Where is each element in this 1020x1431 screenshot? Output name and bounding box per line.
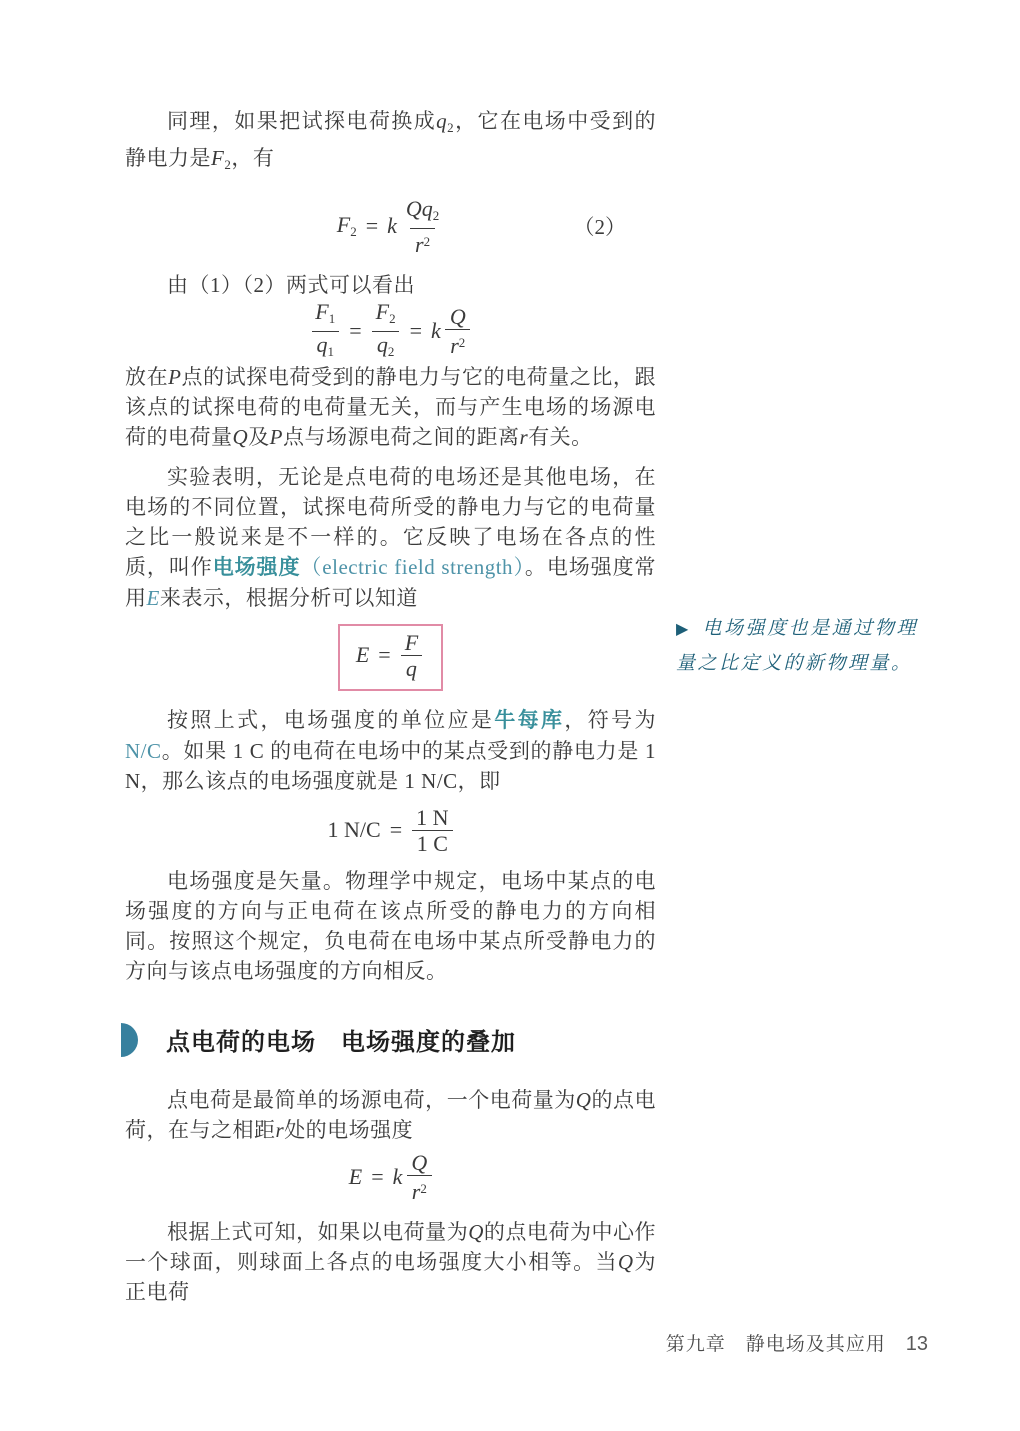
paragraph-sphere: 根据上式可知，如果以电荷量为Q的点电荷为中心作一个球面，则球面上各点的电场强度大小相等。当Q为正电荷 bbox=[125, 1220, 657, 1304]
paragraph-point-charge: 点电荷是最简单的场源电荷，一个电荷量为Q的点电荷，在与之相距r处的电场强度 bbox=[125, 1088, 657, 1142]
fraction-F2-q2: $\frac{F_2}{q_2}$ bbox=[371, 299, 401, 364]
equation-lhs: $F_2$ bbox=[336, 212, 357, 239]
english-term: （electric field strength） bbox=[300, 555, 525, 579]
fraction-Q-r2: $\frac{Q}{r^2}$ bbox=[445, 304, 471, 358]
margin-note-text: 电场强度也是通过物理量之比定义的新物理量。 bbox=[676, 618, 918, 674]
variable-r: r bbox=[519, 425, 529, 449]
page-number: 13 bbox=[905, 1333, 928, 1355]
section-title: 点电荷的电场 电场强度的叠加 bbox=[166, 1029, 516, 1056]
chapter-title: 第九章 静电场及其应用 bbox=[665, 1334, 886, 1355]
variable-P: P bbox=[168, 365, 182, 389]
triangle-marker-icon: ▶ bbox=[676, 621, 689, 638]
section-header bbox=[125, 1022, 656, 1057]
equation-force-f2: $F_2$ = k $\frac{Qq_2}{r^2}$ （2） bbox=[336, 195, 626, 257]
paragraph-ratio-meaning: 放在P点的试探电荷受到的静电力与它的电荷量之比，跟该点的试探电荷的电荷量无关，而与产生电场的场源电荷的电荷量Q及P点与场源电荷之间的距离r有关。 bbox=[125, 365, 656, 449]
page-footer bbox=[666, 1329, 928, 1356]
equation-number: （2） bbox=[573, 215, 626, 239]
fraction-1N-1C: $\frac{1 N}{1 C}$ bbox=[411, 805, 453, 856]
variable-r: r bbox=[275, 1118, 285, 1142]
fraction-Qq2-r2: $\frac{Qq_2}{r^2}$ bbox=[405, 195, 440, 257]
equation-field-ratio: $\frac{F_1}{q_1}$ = $\frac{F_2}{q_2}$ = k $\frac{Q}{r^2}$ bbox=[125, 302, 656, 360]
fraction-F-q: $\frac{F}{q}$ bbox=[400, 630, 423, 681]
equation-unit: 1 N/C = $\frac{1 N}{1 C}$ bbox=[125, 804, 656, 856]
paragraph-experiment-definition: 实验表明，无论是点电荷的电场还是其他电场，在电场的不同位置，试探电荷所受的静电力与它的电荷量之比一般说来是不一样的。它反映了电场在各点的性质，叫作电场强度（electric field strength）。电场强度常用E来表示，根据分析可以知道 bbox=[125, 465, 657, 610]
equation-point-charge-field: E = k $\frac{Q}{r^2}$ bbox=[125, 1151, 656, 1203]
paragraph-from-1-2: 由（1）（2）两式可以看出 bbox=[167, 273, 415, 297]
paragraph-intro-q2: 同理，如果把试探电荷换成$q_2$，它在电场中受到的静电力是$F_2$，有 bbox=[125, 109, 657, 172]
main-text-column bbox=[125, 106, 656, 1307]
variable-Q: Q bbox=[468, 1220, 484, 1244]
variable-P: P bbox=[269, 425, 283, 449]
variable-F2: F bbox=[211, 146, 225, 170]
unit-symbol: N/C bbox=[125, 739, 162, 763]
paragraph-unit: 按照上式，电场强度的单位应是牛每库，符号为 N/C。如果 1 C 的电荷在电场中的某点受到的静电力是 1 N，那么该点的电场强度就是 1 N/C，即 bbox=[125, 708, 656, 793]
key-formula-box: E = $\frac{F}{q}$ bbox=[338, 624, 443, 691]
key-term-electric-field-strength: 电场强度 bbox=[212, 556, 301, 579]
variable-Q: Q bbox=[575, 1088, 592, 1112]
fraction-Q-r2: $\frac{Q}{r^2}$ bbox=[406, 1150, 432, 1204]
variable-Q: Q bbox=[617, 1250, 634, 1274]
variable-Q: Q bbox=[232, 425, 249, 449]
variable-q2: q bbox=[436, 109, 448, 133]
fraction-F1-q1: $\frac{F_1}{q_1}$ bbox=[310, 299, 340, 364]
equation-definition-row bbox=[125, 629, 656, 685]
key-term-newton-per-coulomb: 牛每库 bbox=[494, 709, 565, 732]
section-bullet-icon bbox=[121, 1023, 138, 1057]
variable-E: E bbox=[146, 586, 160, 610]
paragraph-vector-direction: 电场强度是矢量。物理学中规定，电场中某点的电场强度的方向与正电荷在该点所受的静电力的方向相同。按照这个规定，负电荷在电场中某点所受静电力的方向与该点电场强度的方向相反。 bbox=[125, 869, 656, 983]
margin-note bbox=[676, 612, 918, 681]
